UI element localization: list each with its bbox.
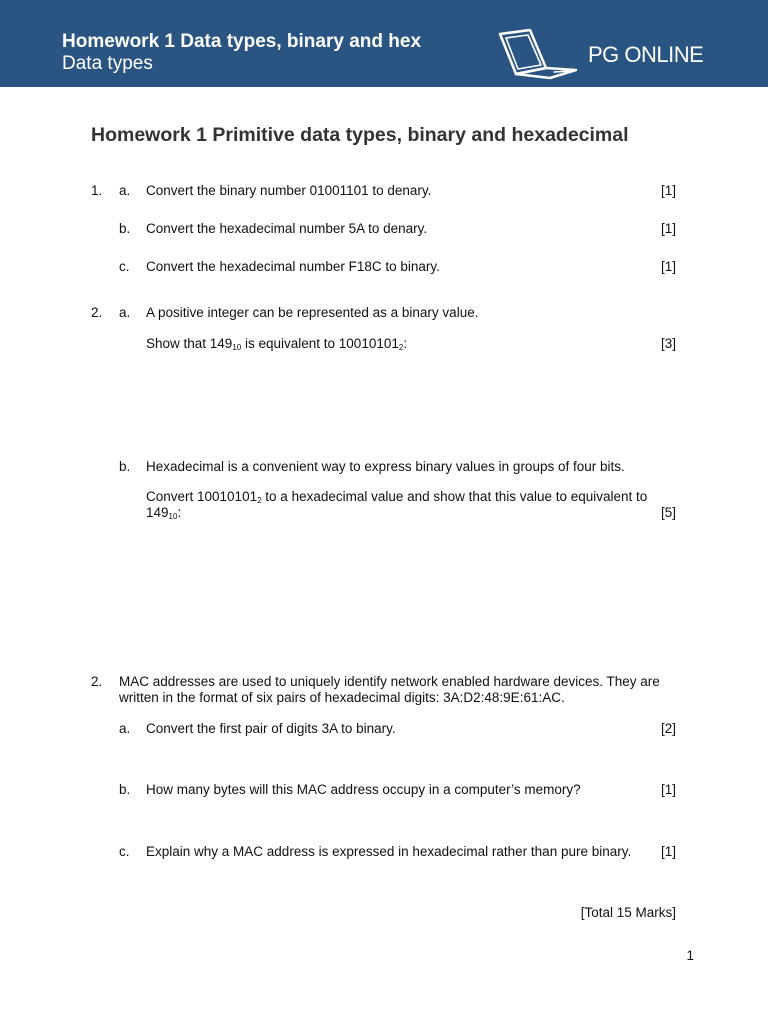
header-banner bbox=[0, 0, 768, 87]
question-2a-task: Show that $149_{10}$ is equivalent to $10010101_2$: bbox=[146, 336, 408, 352]
question-1a-marks: [1] bbox=[660, 183, 676, 198]
question-1-number: 1. bbox=[91, 183, 103, 198]
question-1b-marks: [1] bbox=[660, 221, 676, 236]
header-title: Homework 1 Data types, binary and hex bbox=[62, 31, 422, 52]
question-2b-task-cont: $149_{10}$: bbox=[146, 505, 182, 521]
question-2a-marks: [3] bbox=[660, 336, 676, 351]
question-2a-intro: A positive integer can be represented as a binary value. bbox=[146, 305, 479, 320]
total-marks: [Total 15 Marks] bbox=[580, 905, 676, 920]
logo-text: PG ONLINE bbox=[588, 42, 704, 67]
question-2b-marks: [5] bbox=[660, 505, 676, 520]
question-3b-letter: b. bbox=[119, 782, 131, 797]
question-3-intro: MAC addresses are used to uniquely identify network enabled hardware devices. They are written in the format of six pairs of hexadecimal digits: 3A:D2:48:9E:61:AC. bbox=[119, 674, 660, 705]
laptop-icon bbox=[496, 28, 582, 80]
header-subtitle: Data types bbox=[62, 53, 153, 74]
question-3c-marks: [1] bbox=[660, 844, 676, 859]
question-1c-letter: c. bbox=[119, 259, 130, 274]
question-3c-text: Explain why a MAC address is expressed in hexadecimal rather than pure binary. bbox=[146, 844, 632, 859]
question-1c-marks: [1] bbox=[660, 259, 676, 274]
question-3c-letter: c. bbox=[119, 844, 130, 859]
question-3a-letter: a. bbox=[119, 721, 131, 736]
question-3a-marks: [2] bbox=[660, 721, 676, 736]
question-3b-marks: [1] bbox=[660, 782, 676, 797]
question-3-number: 2. bbox=[91, 674, 103, 689]
question-1c-text: Convert the hexadecimal number F18C to binary. bbox=[146, 259, 440, 274]
question-1a-text: Convert the binary number 01001101 to denary. bbox=[146, 183, 432, 198]
question-3b-text: How many bytes will this MAC address occupy in a computer’s memory? bbox=[146, 782, 581, 797]
document-title: Homework 1 Primitive data types, binary and hexadecimal bbox=[91, 124, 629, 146]
question-3a-text: Convert the first pair of digits 3A to binary. bbox=[146, 721, 396, 736]
question-2b-intro: Hexadecimal is a convenient way to express binary values in groups of four bits. bbox=[146, 459, 625, 474]
question-2b-task: Convert $10010101_2$ to a hexadecimal value and show that this value to equivalent to bbox=[146, 489, 648, 505]
question-2-number: 2. bbox=[91, 305, 103, 320]
question-2a-letter: a. bbox=[119, 305, 131, 320]
question-1b-letter: b. bbox=[119, 221, 131, 236]
question-1b-text: Convert the hexadecimal number 5A to denary. bbox=[146, 221, 428, 236]
question-2b-letter: b. bbox=[119, 459, 131, 474]
publisher-logo bbox=[496, 28, 716, 80]
question-1a-letter: a. bbox=[119, 183, 131, 198]
page-number: 1 bbox=[686, 948, 694, 963]
